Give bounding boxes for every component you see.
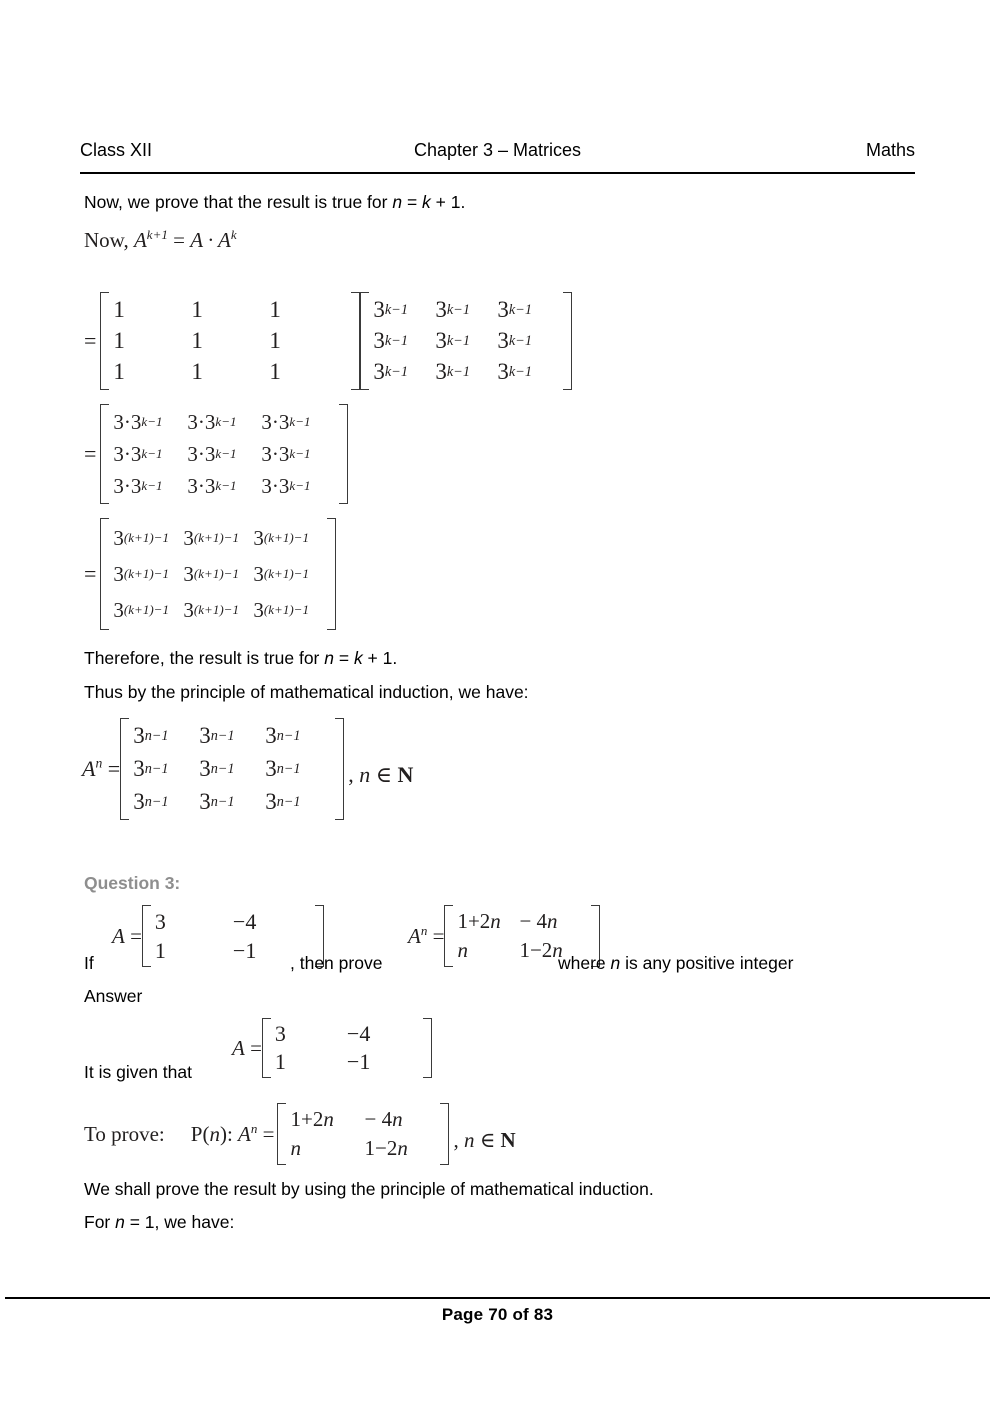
matrix-given-A-grid bbox=[271, 1018, 423, 1078]
matrix-cell: 1 bbox=[269, 296, 281, 322]
matrix-cell: −1 bbox=[346, 1049, 371, 1074]
footer-divider bbox=[5, 1297, 990, 1299]
label-where-n: where n is any positive integer bbox=[558, 953, 794, 973]
label-then-prove: , then prove bbox=[290, 953, 383, 973]
bracket-right bbox=[423, 1018, 432, 1078]
matrix-cell: 3 (k+1)−1 bbox=[183, 525, 239, 550]
text-therefore-true: Therefore, the result is true for n = k + 1. bbox=[84, 648, 398, 668]
pn-colon: : bbox=[226, 1121, 233, 1146]
matrix-cell: 3 k−1 bbox=[373, 327, 408, 353]
bracket-left bbox=[100, 518, 109, 630]
pn-letter: P bbox=[190, 1121, 203, 1146]
an-var-n: n bbox=[359, 762, 371, 787]
q3an-lhs-base: A bbox=[408, 923, 421, 948]
matrix-cell: 3 k−1 bbox=[435, 327, 470, 353]
matrix-cell: 1 bbox=[269, 327, 281, 353]
matrix-cell: 3 k−1 bbox=[435, 296, 470, 322]
page-number-label: Page 70 of 83 bbox=[441, 1305, 554, 1324]
matrix-ones-grid bbox=[109, 292, 351, 390]
matrix-cell: 1 bbox=[191, 327, 203, 353]
to-prove-equals: = bbox=[262, 1121, 275, 1146]
text-thus-pmi: Thus by the principle of mathematical induction, we have: bbox=[84, 682, 529, 702]
text-it-is-given-that: It is given that bbox=[84, 1062, 192, 1082]
matrix-3k1-grid bbox=[369, 292, 563, 390]
matrix-cell: 3 (k+1)−1 bbox=[183, 561, 239, 586]
to-prove-suffix bbox=[453, 1128, 515, 1165]
matrix-cell: 1 bbox=[154, 937, 166, 963]
an-lhs-base: A bbox=[82, 756, 96, 781]
matrix-cell: 3 k−1 bbox=[373, 359, 408, 385]
matrix-to-prove bbox=[277, 1103, 449, 1165]
matrix-cell: 1−2 n bbox=[364, 1136, 408, 1160]
matrix-cell: 3 n−1 bbox=[265, 755, 301, 781]
matrix-cell: 3 (k+1)−1 bbox=[253, 561, 309, 586]
matrix-3-pow-n-minus-1 bbox=[120, 718, 344, 820]
bracket-right bbox=[563, 292, 572, 390]
header-chapter-title: Chapter 3 – Matrices bbox=[413, 140, 582, 160]
q3an-equals: = bbox=[432, 923, 445, 948]
to-prove-set-natural: N bbox=[500, 1128, 516, 1152]
an-set-natural: N bbox=[397, 762, 414, 787]
matrix-cell: 3 n−1 bbox=[199, 723, 235, 749]
matrix-cell: 3 k−1 bbox=[497, 296, 532, 322]
bracket-right bbox=[327, 518, 336, 630]
eq1-equals: = bbox=[84, 328, 97, 353]
matrix-cell: 3 k−1 bbox=[497, 327, 532, 353]
matrix-cell: 1+2 n bbox=[457, 909, 501, 933]
label-if: If bbox=[84, 953, 94, 973]
matrix-cell: − 4 n bbox=[364, 1107, 403, 1131]
bracket-left bbox=[100, 292, 109, 390]
q3a-lhs bbox=[112, 924, 142, 949]
to-prove-lhs-base: A bbox=[238, 1121, 251, 1146]
given-lhs bbox=[232, 1036, 262, 1061]
eq-rhs: A · A bbox=[190, 228, 231, 252]
bracket-right bbox=[440, 1103, 449, 1165]
matrix-cell: 1 bbox=[269, 359, 281, 385]
matrix-cell: 3·3 k−1 bbox=[187, 409, 237, 434]
header-subject-label: Maths bbox=[865, 140, 915, 160]
matrix-cell: n bbox=[290, 1136, 301, 1160]
matrix-cell: 1 bbox=[113, 327, 125, 353]
to-prove-label: To prove: bbox=[84, 1121, 165, 1146]
matrix-cell: n bbox=[457, 938, 468, 962]
matrix-cell: 3·3 k−1 bbox=[113, 473, 163, 498]
matrix-cell: 3·3 k−1 bbox=[261, 473, 311, 498]
bracket-left bbox=[360, 292, 369, 390]
bracket-left bbox=[120, 718, 129, 820]
matrix-cell: − 4 n bbox=[519, 909, 558, 933]
an-lhs bbox=[82, 756, 120, 782]
header-divider bbox=[80, 172, 915, 174]
equation-matrix-product bbox=[84, 292, 572, 390]
an-lhs-exponent: n bbox=[95, 755, 103, 771]
eq-lhs-exponent: k+1 bbox=[146, 227, 168, 242]
to-prove-lhs-exponent: n bbox=[250, 1120, 258, 1136]
matrix-cell: −4 bbox=[346, 1021, 371, 1046]
bracket-left bbox=[444, 905, 453, 967]
to-prove-element-of: ∈ bbox=[479, 1128, 496, 1152]
matrix-3-times-3k1 bbox=[100, 404, 348, 504]
equation-matrix-3-times bbox=[84, 404, 348, 504]
matrix-cell: 3 (k+1)−1 bbox=[253, 597, 309, 622]
matrix-cell: 3 n−1 bbox=[133, 788, 169, 814]
matrix-3-pow-kplus1-grid bbox=[109, 518, 327, 630]
an-equals: = bbox=[107, 756, 121, 781]
eq3-equals: = bbox=[84, 561, 97, 586]
bracket-right bbox=[335, 718, 344, 820]
equation-matrix-k-plus-1 bbox=[84, 518, 336, 630]
matrix-cell: 3 n−1 bbox=[199, 755, 235, 781]
matrix-cell: 3·3 k−1 bbox=[187, 441, 237, 466]
to-prove-comma: , bbox=[453, 1128, 459, 1152]
equation-a-k-plus-1 bbox=[84, 228, 237, 253]
matrix-cell: 3·3 k−1 bbox=[261, 409, 311, 434]
matrix-cell: 1+2 n bbox=[290, 1107, 334, 1131]
matrix-3-times-3k1-grid bbox=[109, 404, 339, 504]
matrix-cell: 3 (k+1)−1 bbox=[113, 561, 169, 586]
page-header bbox=[80, 140, 915, 170]
eq-rhs-exponent: k bbox=[230, 227, 237, 242]
matrix-3-pow-kplus1-minus1 bbox=[100, 518, 336, 630]
matrix-cell: 1 bbox=[191, 296, 203, 322]
matrix-cell: 3 bbox=[274, 1021, 286, 1046]
matrix-cell: 3·3 k−1 bbox=[113, 409, 163, 434]
matrix-cell: 3 n−1 bbox=[199, 788, 235, 814]
eq2-equals: = bbox=[84, 441, 97, 466]
text-for-n-equals-1: For n = 1, we have: bbox=[84, 1212, 235, 1232]
matrix-cell: 3·3 k−1 bbox=[113, 441, 163, 466]
matrix-cell: 1 bbox=[113, 296, 125, 322]
an-comma: , bbox=[348, 762, 354, 787]
matrix-to-prove-grid bbox=[286, 1103, 440, 1165]
matrix-cell: 3 n−1 bbox=[265, 788, 301, 814]
question-heading: Question 3: bbox=[84, 873, 181, 893]
eq-lhs-base: A bbox=[133, 228, 147, 252]
given-equals: = bbox=[250, 1035, 262, 1060]
given-lhs-A: A bbox=[232, 1035, 245, 1060]
to-prove-pn: P(n): $A^n$ = bbox=[190, 1120, 275, 1146]
bracket-left bbox=[277, 1103, 286, 1165]
text-prove-k-plus-1: Now, we prove that the result is true for n = k + 1. bbox=[84, 192, 466, 212]
q3a-equals: = bbox=[130, 923, 142, 948]
matrix-cell: 1 bbox=[113, 359, 125, 385]
matrix-cell: 3 (k+1)−1 bbox=[253, 525, 309, 550]
matrix-cell: 3·3 k−1 bbox=[187, 473, 237, 498]
pn-arg: n bbox=[209, 1121, 220, 1146]
matrix-3-pow-k-minus-1 bbox=[360, 292, 572, 390]
to-prove-var-n: n bbox=[463, 1128, 475, 1152]
bracket-left bbox=[100, 404, 109, 504]
matrix-cell: 3 (k+1)−1 bbox=[183, 597, 239, 622]
bracket-left bbox=[142, 905, 151, 967]
matrix-cell: 3 n−1 bbox=[133, 755, 169, 781]
matrix-cell: 3 k−1 bbox=[373, 296, 408, 322]
header-class-label: Class XII bbox=[80, 140, 153, 160]
matrix-cell: 3 (k+1)−1 bbox=[113, 597, 169, 622]
bracket-right bbox=[351, 292, 360, 390]
an-element-of: ∈ bbox=[375, 762, 392, 787]
q3an-lhs bbox=[408, 924, 444, 949]
matrix-ones bbox=[100, 292, 360, 390]
matrix-cell: 3·3 k−1 bbox=[261, 441, 311, 466]
text-we-shall-prove: We shall prove the result by using the principle of mathematical induction. bbox=[84, 1179, 654, 1199]
matrix-3n1-grid bbox=[129, 718, 335, 820]
matrix-cell: −4 bbox=[232, 908, 257, 934]
matrix-cell: 1 bbox=[191, 359, 203, 385]
matrix-cell: 3 n−1 bbox=[133, 723, 169, 749]
matrix-cell: 3 bbox=[154, 908, 166, 934]
eq-equals: = bbox=[173, 228, 185, 252]
q3a-lhs-A: A bbox=[112, 923, 125, 948]
matrix-cell: 3 (k+1)−1 bbox=[113, 525, 169, 550]
matrix-cell: 3 k−1 bbox=[435, 359, 470, 385]
equation-to-prove bbox=[84, 1103, 516, 1165]
bracket-right bbox=[339, 404, 348, 504]
equation-an-result bbox=[82, 718, 413, 820]
matrix-cell: 3 n−1 bbox=[265, 723, 301, 749]
text-answer: Answer bbox=[84, 986, 143, 1006]
equation-given-A bbox=[232, 1018, 432, 1078]
matrix-cell: 1−2 n bbox=[519, 938, 563, 962]
an-suffix bbox=[348, 762, 413, 820]
matrix-cell: −1 bbox=[232, 937, 257, 963]
eq-prefix: Now, bbox=[84, 228, 129, 252]
bracket-left bbox=[262, 1018, 271, 1078]
matrix-cell: 1 bbox=[274, 1049, 286, 1074]
matrix-cell: 3 k−1 bbox=[497, 359, 532, 385]
matrix-given-A bbox=[262, 1018, 432, 1078]
q3an-lhs-exponent: n bbox=[420, 922, 428, 938]
